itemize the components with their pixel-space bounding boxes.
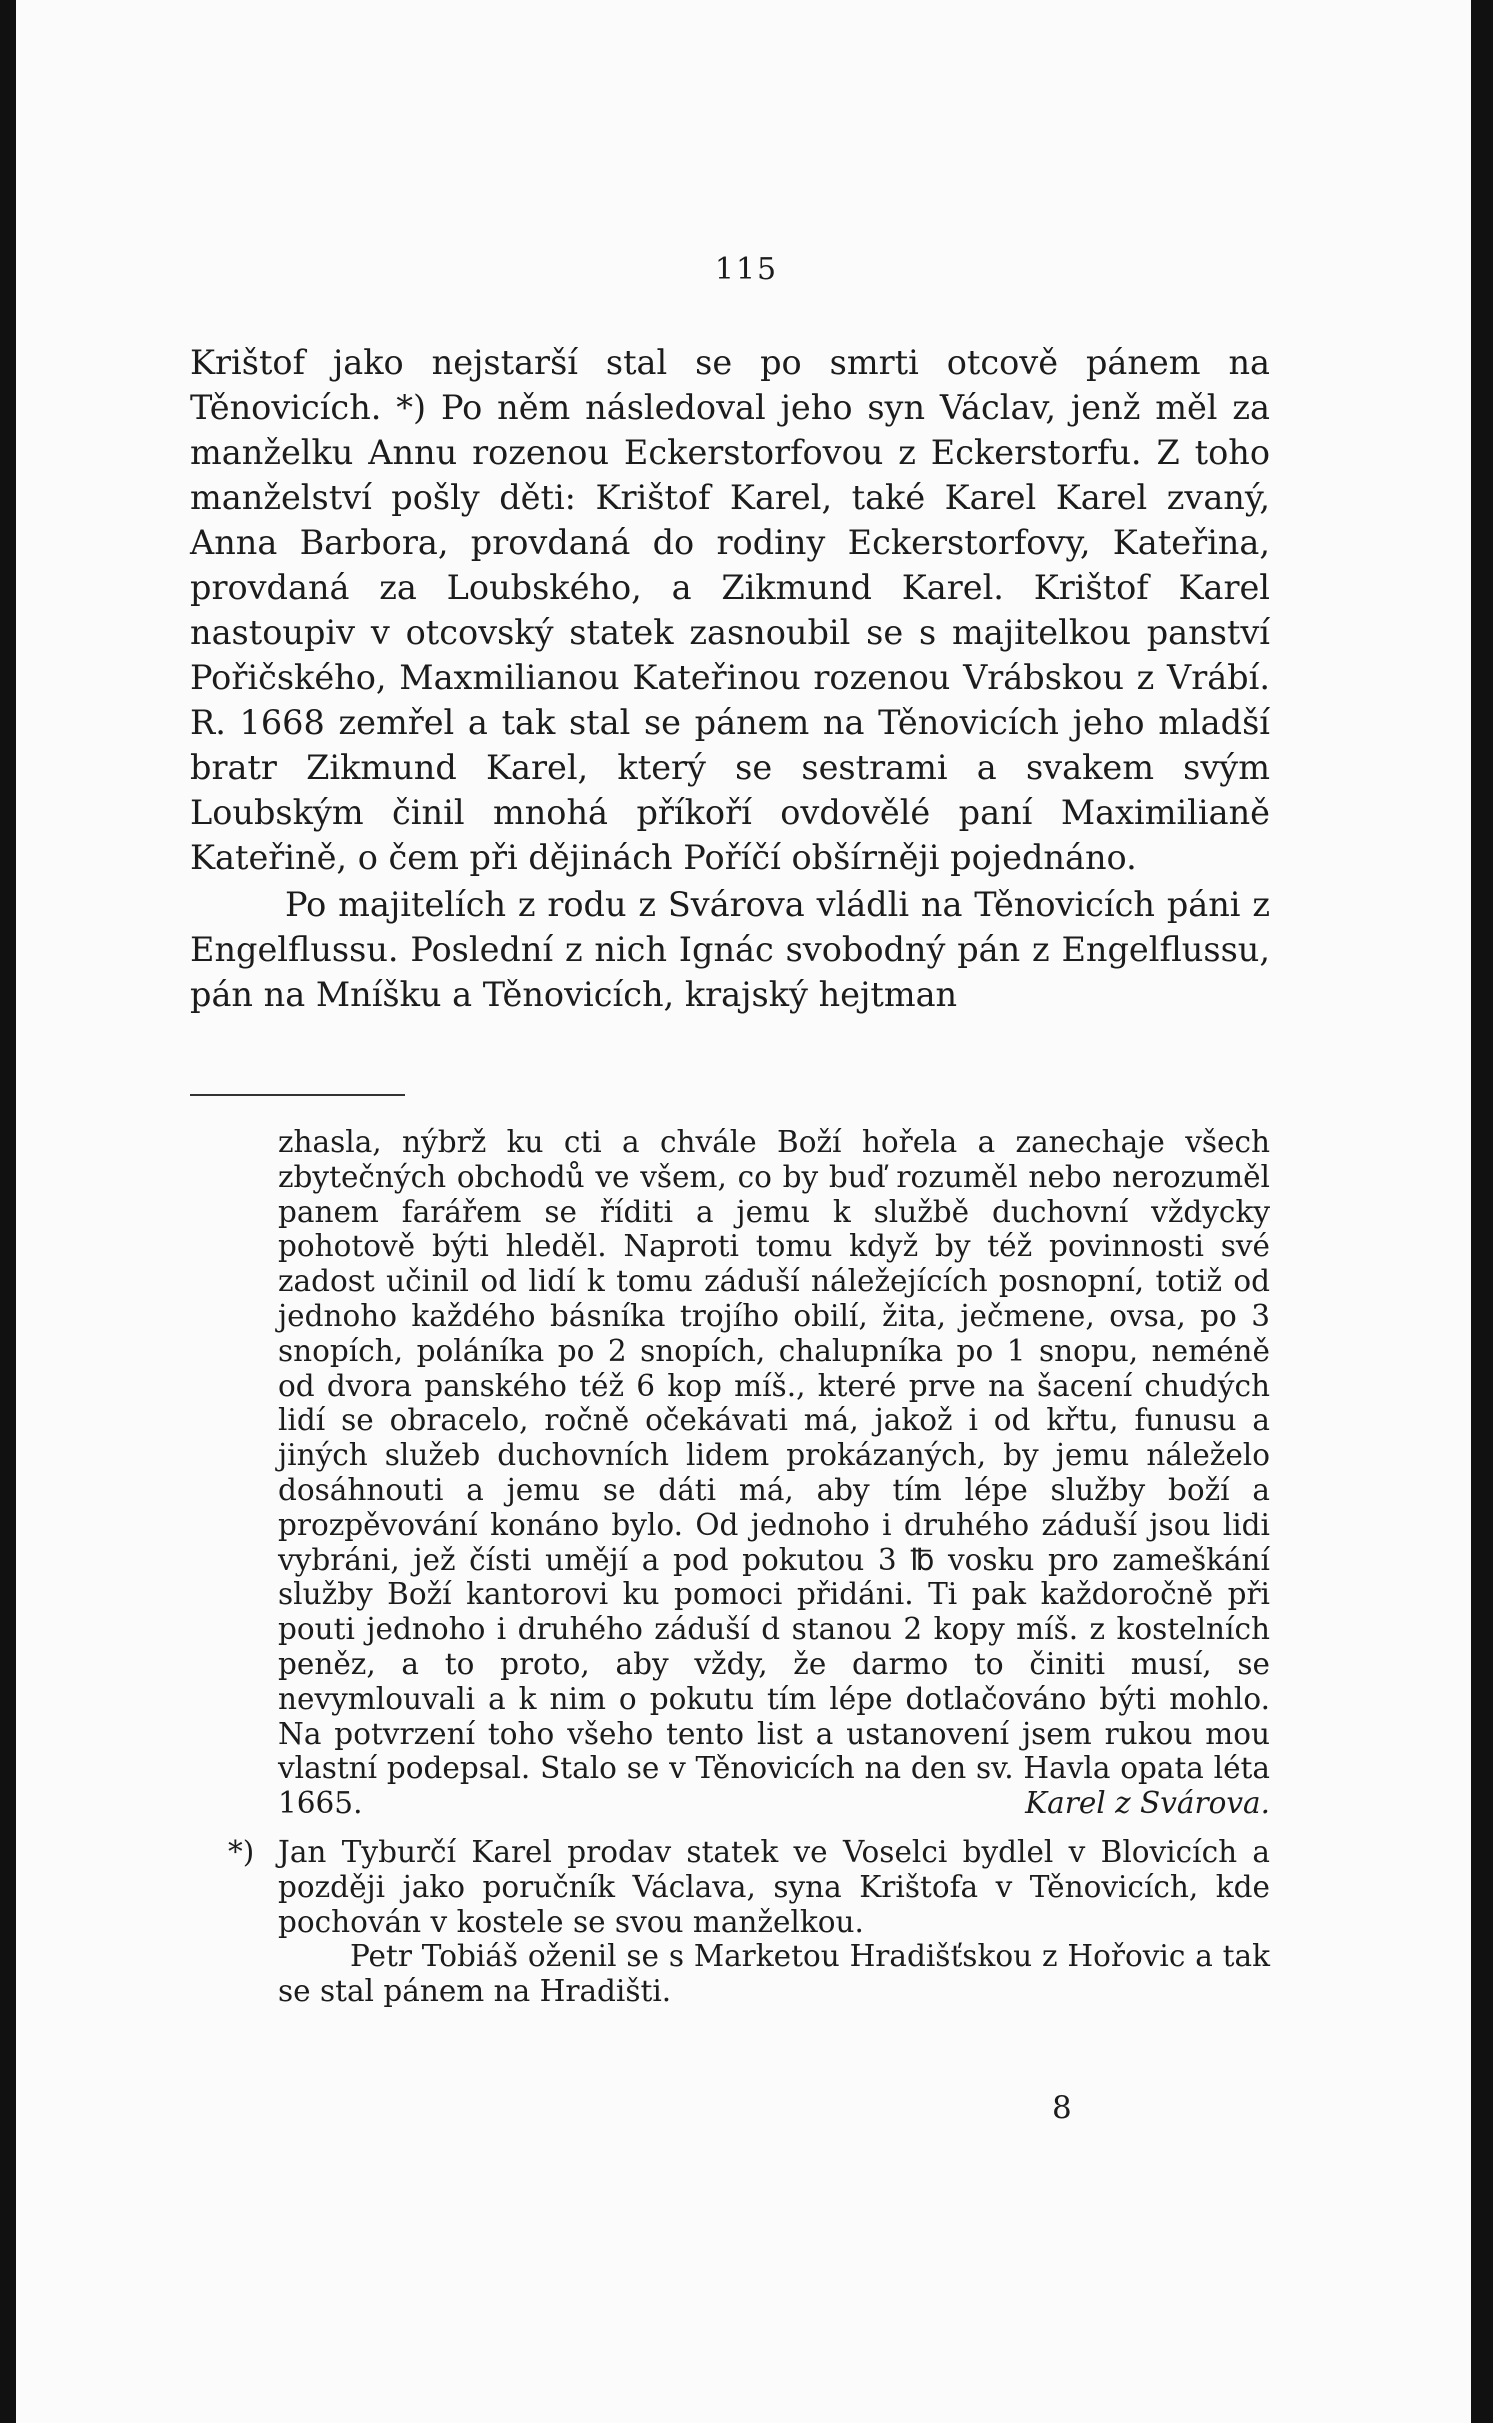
page-number: 115 — [714, 252, 779, 287]
footnote-1-text: Jan Tyburčí Karel prodav statek ve Voselci bydlel v Blovicích a později jako poručník Václava, syna Krištofa v Těnovicích, kde pochován v kostele se svou manželkou. — [278, 1834, 1270, 1939]
footnote-marker: *) — [228, 1834, 255, 1869]
sheet-number: 8 — [1052, 2090, 1072, 2126]
footnote-1 — [228, 1834, 1270, 1939]
footnote-2: Petr Tobiáš oženil se s Marketou Hradišťskou z Hořovic a tak se stal pánem na Hradišti. — [278, 1939, 1270, 2009]
main-paragraph-1: Krištof jako nejstarší stal se po smrti otcově pánem na Těnovicích. *) Po něm následoval jeho syn Václav, jenž měl za manželku Annu rozenou Eckerstorfovou z Eckerstorfu. Z toho manželství pošly děti: Krištof Karel, také Karel Karel zvaný, Anna Barbora, provdaná do rodiny Eckerstorfovy, Kateřina, provdaná za Loubského, a Zikmund Karel. Krištof Karel nastoupiv v otcovský statek zasnoubil se s majitelkou panství Pořičského, Maxmilianou Kateřinou rozenou Vrábskou z Vrábí. R. 1668 zemřel a tak stal se pánem na Těnovicích jeho mladší bratr Zikmund Karel, který se sestrami a svakem svým Loubským činil mnohá příkoří ovdovělé paní Maximilianě Kateřině, o čem při dějinách Poříčí obšírněji pojednáno. — [190, 343, 1270, 877]
signature: Karel z Svárova. — [1025, 1786, 1270, 1821]
main-text — [190, 340, 1270, 1017]
notes-block — [228, 1125, 1270, 2009]
note-separator-rule — [190, 1094, 405, 1096]
continued-note — [278, 1125, 1270, 1821]
scan-border-left — [0, 0, 16, 2423]
scan-border-right — [1471, 0, 1493, 2423]
continued-note-text: zhasla, nýbrž ku cti a chvále Boží hořela a zanechaje všech zbytečných obchodů ve všem, co by buď rozuměl nebo nerozuměl panem farářem se říditi a jemu k službě duchovní vždycky pohotově býti hleděl. Naproti tomu když by též povinnosti své zadost učinil od lidí k tomu záduší náležejících posnopní, totiž od jednoho každého básníka trojího obilí, žita, ječmene, ovsa, po 3 snopích, poláníka po 2 snopích, chalupníka po 1 snopu, neméně od dvora panského též 6 kop míš., které prve na šacení chudých lidí se obracelo, ročně očekávati má, jakož i od křtu, funusu a jiných služeb duchovních lidem prokázaných, by jemu náleželo dosáhnouti a jemu se dáti má, aby tím lépe služby boží a prozpěvování konáno bylo. Od jednoho i druhého záduší jsou lidi vybráni, jež čísti umějí a pod pokutou 3 ℔ vosku pro zameškání služby Boží kantorovi ku pomoci přidáni. Ti pak každoročně při pouti jednoho i druhého záduší d stanou 2 kopy míš. z kostelních peněz, a to proto, aby vždy, že darmo to činiti musí, se nevymlouvali a k nim o pokutu tím lépe dotlačováno býti mohlo. Na potvrzení toho všeho tento list a ustanovení jsem rukou mou vlastní podepsal. Stalo se v Těnovicích na den sv. Havla opata léta 1665. — [278, 1125, 1270, 1821]
main-paragraph-2: Po majitelích z rodu z Svárova vládli na Těnovicích páni z Engelflussu. Poslední z nich Ignác svobodný pán z Engelflussu, pán na Mníšku a Těnovicích, krajský hejtman — [190, 885, 1270, 1014]
